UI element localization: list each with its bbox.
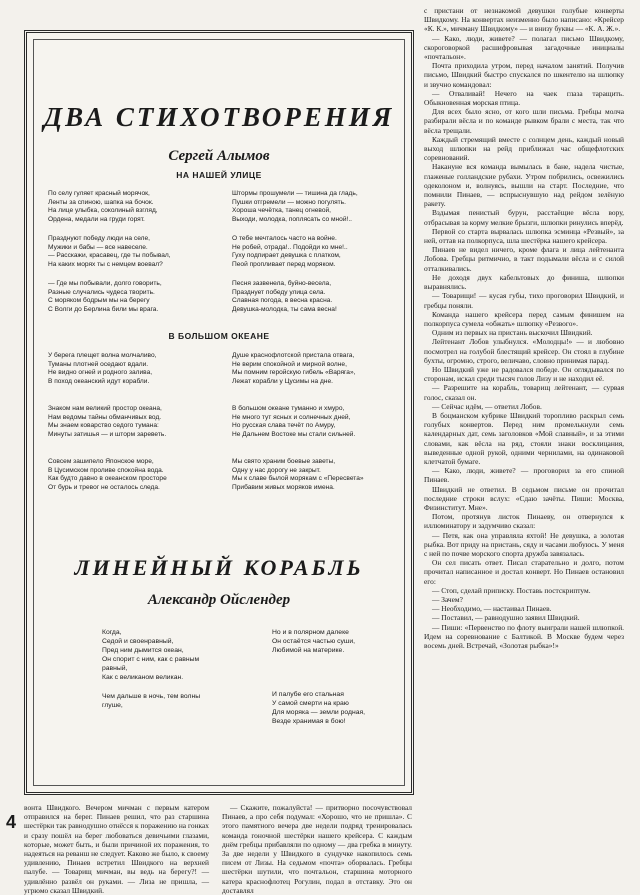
poem2-title: ЛИНЕЙНЫЙ КОРАБЛЬ bbox=[74, 555, 364, 580]
paragraph: Швидкий не ответил. В седьмом письме он прочитал последние строки вслух: «Сдаю зачёты. Пиши: Москва, Физинститут. Мне». bbox=[424, 484, 624, 512]
paragraph: Одним из первых на пристань выскочил Швидкий. bbox=[432, 328, 593, 338]
paragraph: — Зачем? bbox=[432, 595, 463, 604]
paragraph: Вздымая пенистый бурун, расстаёщие вёсла вору, отбрасывая за корму мелкие брызги, шлюпки ринулись вперёд. bbox=[424, 208, 624, 227]
poem1-part2-title: В БОЛЬШОМ ОКЕАНЕ bbox=[168, 331, 270, 341]
stanza: Душе краснофлотской пристала отвага, Не верим спокойной и мирной волне, Мы помним геройскую гибель «Варяга», Лежат корабли у Цусимы на дне. bbox=[232, 352, 356, 385]
paragraph: Потом, протянув листок Пинаеву, он отвернулся к иллюминатору и задумчиво сказал: bbox=[424, 512, 624, 531]
paragraph: — Петя, как она управляла яхтой! Не девушка, а золотая рыбка. Вот приду на пристань, сяду и часами любуюсь. У меня с ней по почве морского спорта дружба завязалась. bbox=[424, 530, 624, 558]
frame-inner-border bbox=[33, 39, 405, 786]
paragraph: — Разрешите на корабль, товарищ лейтенант, — сурвая голос, сказал он. bbox=[424, 383, 624, 402]
paragraph: — Сейчас идём, — ответил Лобов. bbox=[432, 401, 542, 411]
stanza: По селу гуляет красный морячок, Ленты за спиною, шапка на бочок. На лице улыбка, соколиный взгляд, Ордена, медали на груди горят. bbox=[48, 190, 158, 223]
stanza: Празднуют победу люди на селе, Мужики и бабы — все навеселе. — Расскажи, красавец, где ты побывал, На каких морях ты с немцем воевал? bbox=[48, 235, 171, 268]
stanza: У берега плещет волна молчаливо, Туманы плотней оседают вдали. Не видно огней и родного залива, В поход океанский идут корабли. bbox=[48, 352, 157, 385]
paragraph: — Пиши: «Первенство по флоту выиграли нашей шлюпкой. Идем на соревнование с Балтикой. В Москве будем через восемь дней. Встречай, «Золотая рыбка»!» bbox=[424, 622, 624, 651]
stanza: Знаком нам великий простор океана, Нам ведомы тайны обманчивых вод. Мы знаем коварство седого тумана: Минуты затишья — и шторм зареветь. bbox=[48, 405, 167, 438]
stanza: В большом океане туманно и хмуро, Не много тут ясных и солнечных дней, Но русская слава течёт по Амуру, Не Дальнем Востоке мы стали сильней. bbox=[232, 405, 356, 438]
paragraph: вонта Швидкого. Вечером мичман с первым катером отправился на берег. Пинаев решил, что раз старшина шестёрки так равнодушно отнёсся к поражению на гонках и сразу пошёл на берег любоваться девичьими глазами, которые, может быть, и были причиной их поражения, то надеяться на реванш не следует. Каково же было, к своему удивлению, Пинаев встретил Швидкого на верхней палубе. — Товарищ мичман, вы ведь на берегу?! — удивлённо развёл он руками. — Лиза не пришла, — угрюмо сказал Швидкий. bbox=[24, 803, 209, 895]
stanza: Песня зазвенела, буйно-весела, Празднует победу улица села. Славная погода, в весна красна. Девушка-молодка, ты сама весна! bbox=[232, 280, 337, 313]
stanza: Совсем зашипело Японское море, В Цусимском проливе спокойна вода. Как будто давно в океанском просторе От бурь и тревог не осталось следа. bbox=[48, 458, 167, 491]
paragraph: Почта приходила утром, перед началом занятий. Получив письмо, Швидкий быстро спускался по шкентелю на шлюпку и звучно командовал: bbox=[424, 61, 624, 89]
stanza: Штормы прошумели — тишина да гладь, Пушки отгремели — можно погулять. Хороша чечётка, танец огневой, Выходи, молодка, поплясать со мной!.. bbox=[232, 190, 358, 223]
paragraph: — Како, люди, живете? — проговорил за его спиной Пинаев. bbox=[424, 466, 624, 485]
page-title: ДВА СТИХОТВОРЕНИЯ bbox=[43, 102, 395, 132]
stanza: — Где мы побывали, долго говорить, Разные случались чудеса творить. С моряком бодрым мы на берегу С Волги до Берлина били мы врага. bbox=[48, 280, 162, 313]
paragraph: — Стоп, сделай приписку. Поставь постскриптум. bbox=[432, 585, 591, 595]
paragraph: Накануне вся команда вымылась в бане, надела чистые, глаженые голландские рубахи. Утром побрились, освежились одеколоном и, волнуясь, вышли на старт. Последние, что помнили Пинаев, — вспрыснувшую над рейдом зелёную ракету. bbox=[424, 162, 624, 209]
page-number: 4 bbox=[6, 812, 17, 832]
stanza: Но и в полярном далеке Он остаётся частью суши, Любимой на материке. bbox=[272, 629, 356, 654]
paragraph: Не доходя двух кабельтовых до финиша, шлюпки выравнялись. bbox=[424, 272, 624, 292]
paragraph: с пристани от незнакомой девушки голубые конверты Швидкому. На конвертах неизменно было написано: «Крейсер «К. К.», мичману Швидкому» — и внизу буквы — «К. А. Ж.». bbox=[424, 6, 624, 34]
paragraph: Каждый стремящий вместе с солнцем день, каждый новый выход шлюпки на рейд приближал час общефлотских соревнований. bbox=[424, 134, 624, 163]
paragraph: — Товарищи! — кусая губы, тихо проговорил Швидкий, и гребцы поняли. bbox=[424, 291, 624, 310]
paragraph: — Необходимо, — настаивал Пинаев. bbox=[432, 604, 552, 614]
paragraph: — Како, люди, живете? — полагал письмо Швидкому, скороговоркой расшифровывая загадочные инициалы «почтальон». bbox=[424, 33, 624, 62]
story-column-bottom-middle bbox=[222, 803, 412, 895]
stanza: Когда, Седой и своенравный, Пред ним дымится океан, Он спорит с ним, как с равным равный, Как с великаном великан. bbox=[102, 629, 200, 681]
poem1-author: Сергей Алымов bbox=[168, 148, 270, 164]
paragraph: Для всех было ясно, от кого шли письма. Гребцы молча разбирали вёсла и по команде рывком брали с места, так что вёсла трещали. bbox=[424, 107, 624, 135]
poem2-author: Александр Ойслендер bbox=[147, 592, 291, 608]
poem1-part1-title: НА НАШЕЙ УЛИЦЕ bbox=[176, 170, 262, 180]
paragraph: В боцманском кубрике Швидкий торопливо раскрыл семь голубых конвертов. Перед ним промелькнули семь календарных дат, семь заголовков «Мой славный», и за этими словами, как вёсла на ряд, стояли знаки восклицания, выведенные одной рукой, одними чернилами, на одинаковой клетчатой бумаге. bbox=[424, 410, 624, 466]
paragraph: Он сел писать ответ. Писал старательно и долго, потом прочитал написанное и достал конверт. Но Пинаев остановил его: bbox=[424, 558, 624, 586]
paragraph: Команда нашего крейсера перед самым финишем на полкорпуса сумела «обжать» шлюпку «Резвого». bbox=[424, 309, 624, 328]
paragraph: Но Швидкий уже не радовался победе. Он оглядывался по сторонам, искал среди тысяч голов Лизу и не находил её. bbox=[424, 364, 624, 384]
story-column-right bbox=[424, 6, 624, 832]
paragraph: Лейтенант Лобов улыбнулся. «Молодцы!» — и любовно посмотрел на голубой блестящий крейсер. Он стоял в глубине бухты, огромно, строго, величаво, словно принимая парад. bbox=[424, 337, 624, 365]
poems-frame bbox=[24, 30, 414, 795]
paragraph: — Отваливай! Нечего на чаек глаза таращить. Обыкновенная морская птица. bbox=[424, 88, 624, 108]
stanza: О тебе мечталось часто на войне. Не робей, отрада!.. Подойди ко мне!.. Гуху подпирает девушка с платком, Пеой пропливает перед моряком. bbox=[232, 235, 348, 268]
paragraph: — Поставил, — равнодушно заявил Швидкий. bbox=[432, 613, 580, 623]
paragraph: Пинаев не видел ничего, кроме флага и лица лейтенанта Лобова. Гребцы ритмично, в такт подымали вёсла и с силой отталкивались. bbox=[424, 245, 624, 273]
stanza: И палубе его стальная У самой смерти на краю Для моряка — земли родная, Везде хранимая в бою! bbox=[272, 691, 366, 725]
paragraph: — Скажите, пожалуйста! — притворно посочувствовал Пинаев, а про себя подумал: «Хорошо, что не пришла». С этого памятного вечера две недели подряд тренировалась команда гоночной шестёрки нашего крейсера. С каждым днём гребцы прибавляли по одному — два гребка в минуту. За две недели у Швидкого в сундучке накопилось семь писем от Лизы. На седьмом «почта» оборвалась. Гребцы шестёрки шутили, что почтальон, старшина моторного катера краснофлотец Рогулин, подал в отставку. Это он доставлял bbox=[222, 803, 412, 895]
story-column-bottom-left bbox=[24, 803, 209, 895]
stanza: Мы свято храним боевые заветы, Одну у нас дорогу не закрыт. Мы к славе былой морякам с «Пересвета» Прибавим живых моряков имена. bbox=[232, 458, 364, 491]
paragraph: Первой со старта вырвалась шлюпка эсминца «Резвый», за ней, оттав на полкорпуса, шла шестёрка нашего крейсера. bbox=[424, 226, 624, 246]
stanza: Чем дальше в ночь, тем волны глуше, bbox=[102, 693, 201, 709]
